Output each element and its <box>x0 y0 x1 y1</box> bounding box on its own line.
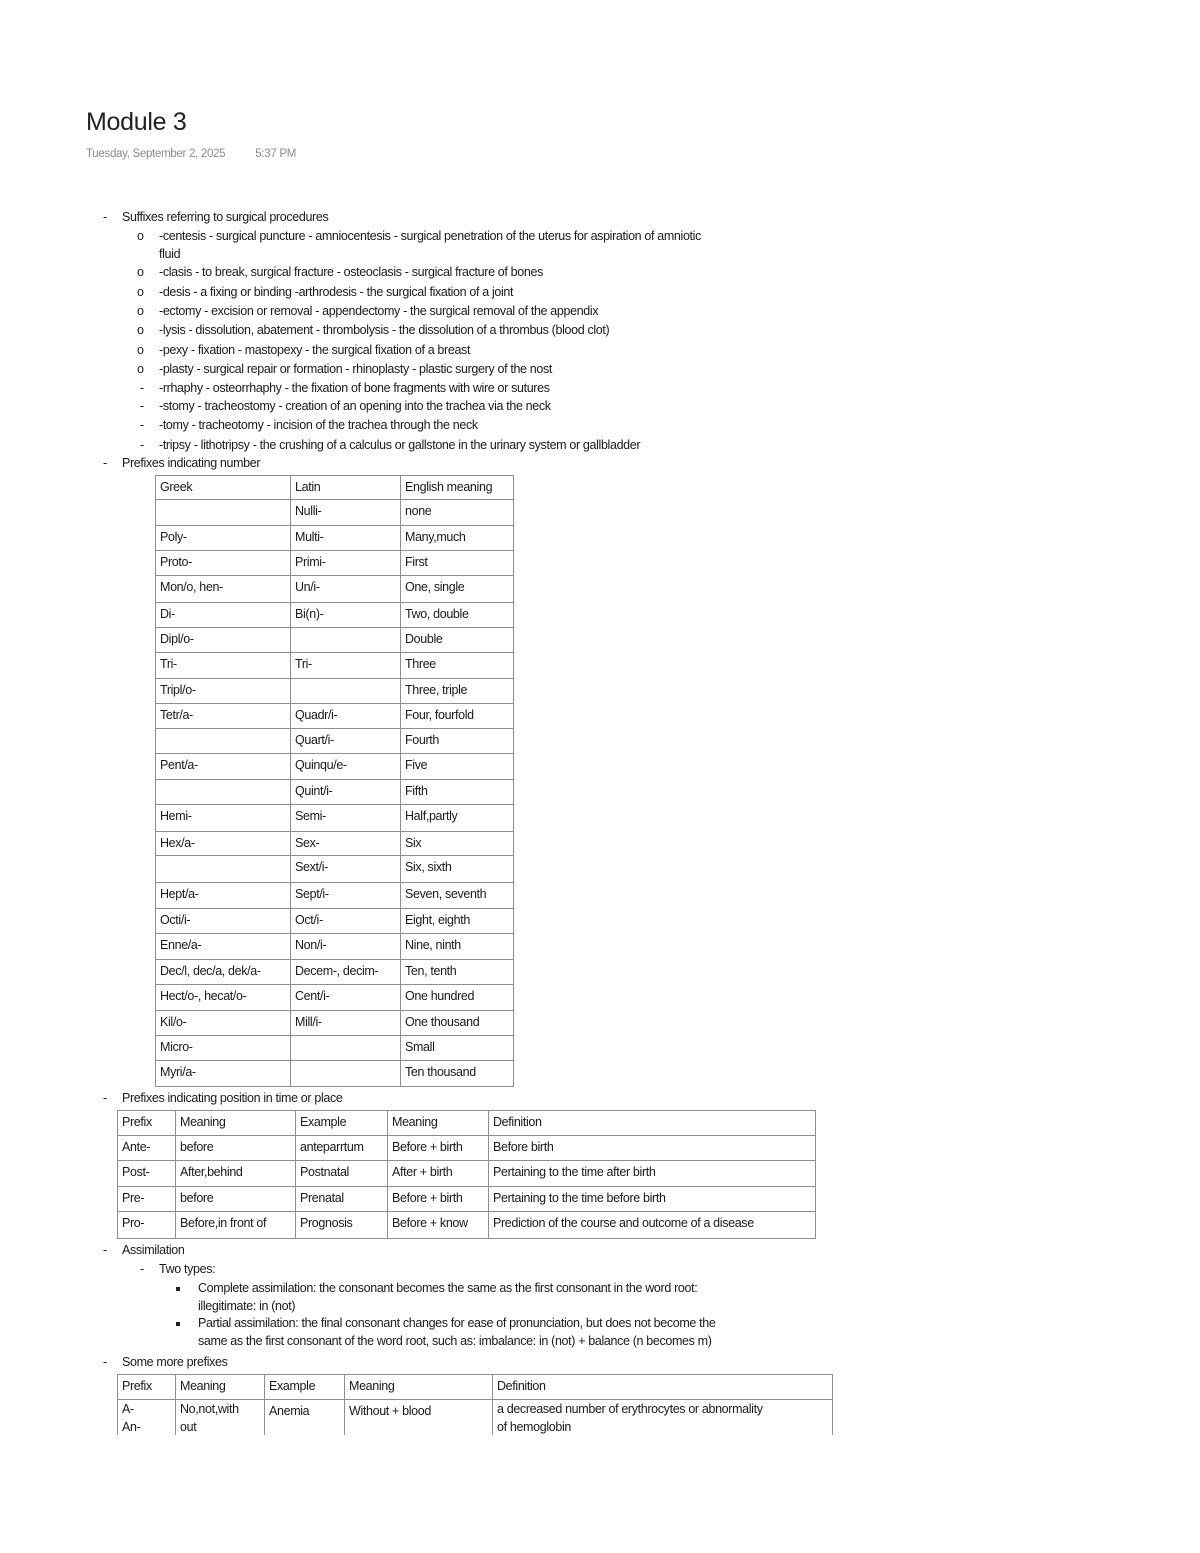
table-row <box>118 1400 833 1436</box>
table-cell: Tri- <box>291 653 401 679</box>
suffix-item: fluid <box>159 247 181 261</box>
table-row <box>156 704 514 729</box>
table-cell: Quint/i- <box>291 780 401 805</box>
table-header-cell: Meaning <box>176 1375 265 1400</box>
square-bullet <box>176 1322 180 1326</box>
table-cell: Half,partly <box>401 805 514 832</box>
table-row <box>156 754 514 780</box>
table-cell <box>118 1400 176 1436</box>
table-cell: before <box>176 1136 296 1161</box>
suffix-item: -centesis - surgical puncture - amniocentesis - surgical penetration of the uterus for aspiration of amniotic <box>159 229 701 243</box>
assimilation-point: Partial assimilation: the final consonant changes for ease of pronunciation, but does not become the <box>198 1316 716 1330</box>
dash-bullet: - <box>140 399 145 413</box>
table-cell: Three, triple <box>401 679 514 704</box>
dash-bullet: - <box>103 1091 108 1105</box>
table-row <box>156 576 514 603</box>
table-row <box>156 603 514 628</box>
table-cell: Un/i- <box>291 576 401 603</box>
table-cell: Pro- <box>118 1212 176 1239</box>
circle-bullet: o <box>137 229 144 243</box>
table-cell: Mill/i- <box>291 1011 401 1036</box>
table-cell <box>291 1036 401 1061</box>
table-cell: Four, fourfold <box>401 704 514 729</box>
suffix-item: -pexy - fixation - mastopexy - the surgical fixation of a breast <box>159 343 471 357</box>
table-row <box>118 1161 816 1187</box>
table-cell: One hundred <box>401 985 514 1011</box>
suffix-item: -tomy - tracheotomy - incision of the trachea through the neck <box>159 418 478 432</box>
table-cell: Enne/a- <box>156 934 291 960</box>
table-cell: Pertaining to the time after birth <box>489 1161 816 1187</box>
table-cell: Without + blood <box>345 1400 493 1436</box>
page-title: Module 3 <box>86 108 187 136</box>
dash-bullet: - <box>140 1262 145 1276</box>
table-row <box>156 832 514 856</box>
table-cell: Ten, tenth <box>401 960 514 985</box>
table-row <box>156 526 514 551</box>
suffix-item: -plasty - surgical repair or formation - rhinoplasty - plastic surgery of the nost <box>159 362 552 376</box>
position-prefix-table <box>117 1110 816 1239</box>
table-row <box>156 883 514 909</box>
page-time: 5:37 PM <box>255 148 296 160</box>
table-cell: First <box>401 551 514 576</box>
table-cell: Quart/i- <box>291 729 401 754</box>
table-cell: Tetr/a- <box>156 704 291 729</box>
table-cell <box>291 679 401 704</box>
table-cell <box>176 1400 265 1436</box>
suffix-item: -desis - a fixing or binding -arthrodesis - the surgical fixation of a joint <box>159 285 514 299</box>
circle-bullet: o <box>137 265 144 279</box>
table-row <box>156 934 514 960</box>
table-cell: Micro- <box>156 1036 291 1061</box>
table-cell: Pent/a- <box>156 754 291 780</box>
table-row <box>156 1061 514 1087</box>
table-row <box>156 653 514 679</box>
table-cell: Sept/i- <box>291 883 401 909</box>
table-cell: Post- <box>118 1161 176 1187</box>
table-cell: Prognosis <box>296 1212 388 1239</box>
table-cell: Quinqu/e- <box>291 754 401 780</box>
section-heading: Some more prefixes <box>122 1355 228 1369</box>
page-date: Tuesday, September 2, 2025 <box>86 148 226 160</box>
table-cell: After,behind <box>176 1161 296 1187</box>
dash-bullet: - <box>103 456 108 470</box>
cell-line: a decreased number of erythrocytes or abnormality <box>497 1402 763 1416</box>
table-cell: anteparrtum <box>296 1136 388 1161</box>
table-header-cell: English meaning <box>401 476 514 500</box>
dash-bullet: - <box>103 1355 108 1369</box>
table-row <box>156 729 514 754</box>
suffix-item: -tripsy - lithotripsy - the crushing of a calculus or gallstone in the urinary system or gallbladder <box>159 438 641 452</box>
cell-line: of hemoglobin <box>497 1420 571 1434</box>
table-cell: Hept/a- <box>156 883 291 909</box>
cell-line: No,not,with <box>180 1402 239 1416</box>
table-cell: Before birth <box>489 1136 816 1161</box>
table-cell: Sex- <box>291 832 401 856</box>
table-header-row <box>156 476 514 500</box>
table-cell: Before + birth <box>388 1187 489 1212</box>
table-cell <box>156 500 291 526</box>
table-cell: before <box>176 1187 296 1212</box>
table-cell: Cent/i- <box>291 985 401 1011</box>
dash-bullet: - <box>140 381 145 395</box>
table-cell: Multi- <box>291 526 401 551</box>
suffix-item: -clasis - to break, surgical fracture - osteoclasis - surgical fracture of bones <box>159 265 543 279</box>
table-cell: One, single <box>401 576 514 603</box>
table-cell: Poly- <box>156 526 291 551</box>
circle-bullet: o <box>137 323 144 337</box>
table-row <box>156 551 514 576</box>
table-cell: Di- <box>156 603 291 628</box>
circle-bullet: o <box>137 362 144 376</box>
table-row <box>156 805 514 832</box>
table-header-row <box>118 1111 816 1136</box>
table-cell: Eight, eighth <box>401 909 514 934</box>
table-cell: Before + know <box>388 1212 489 1239</box>
suffix-item: -rrhaphy - osteorrhaphy - the fixation of bone fragments with wire or sutures <box>159 381 550 395</box>
table-cell: Pre- <box>118 1187 176 1212</box>
square-bullet <box>176 1287 180 1291</box>
table-row <box>156 909 514 934</box>
table-header-cell: Meaning <box>345 1375 493 1400</box>
table-cell: Seven, seventh <box>401 883 514 909</box>
table-cell <box>291 628 401 653</box>
table-cell: Oct/i- <box>291 909 401 934</box>
table-row <box>156 500 514 526</box>
sub-heading: Two types: <box>159 1262 216 1276</box>
table-cell: Sext/i- <box>291 856 401 883</box>
suffix-item: -lysis - dissolution, abatement - thrombolysis - the dissolution of a thrombus (blood clot) <box>159 323 610 337</box>
section-heading: Prefixes indicating position in time or place <box>122 1091 343 1105</box>
table-header-cell: Definition <box>489 1111 816 1136</box>
table-row <box>156 780 514 805</box>
table-cell: Prenatal <box>296 1187 388 1212</box>
assimilation-point: illegitimate: in (not) <box>198 1299 296 1313</box>
table-row <box>118 1187 816 1212</box>
dash-bullet: - <box>103 1243 108 1257</box>
table-cell: Hemi- <box>156 805 291 832</box>
table-row <box>118 1136 816 1161</box>
table-cell: Mon/o, hen- <box>156 576 291 603</box>
table-cell <box>156 856 291 883</box>
table-cell: Anemia <box>265 1400 345 1436</box>
table-header-cell: Prefix <box>118 1375 176 1400</box>
table-cell: Dec/l, dec/a, dek/a- <box>156 960 291 985</box>
circle-bullet: o <box>137 285 144 299</box>
table-cell: Bi(n)- <box>291 603 401 628</box>
table-cell <box>291 1061 401 1087</box>
circle-bullet: o <box>137 304 144 318</box>
table-cell: After + birth <box>388 1161 489 1187</box>
table-cell <box>156 780 291 805</box>
table-row <box>156 679 514 704</box>
table-cell: Semi- <box>291 805 401 832</box>
table-cell: Octi/i- <box>156 909 291 934</box>
table-header-cell: Example <box>296 1111 388 1136</box>
table-cell: Primi- <box>291 551 401 576</box>
section-heading: Suffixes referring to surgical procedures <box>122 210 329 224</box>
table-cell: Quadr/i- <box>291 704 401 729</box>
table-header-cell: Meaning <box>388 1111 489 1136</box>
table-cell: Tripl/o- <box>156 679 291 704</box>
table-cell: Hect/o-, hecat/o- <box>156 985 291 1011</box>
table-cell: Non/i- <box>291 934 401 960</box>
table-cell: Small <box>401 1036 514 1061</box>
table-cell: Kil/o- <box>156 1011 291 1036</box>
table-cell <box>156 729 291 754</box>
circle-bullet: o <box>137 343 144 357</box>
table-cell: Decem-, decim- <box>291 960 401 985</box>
dash-bullet: - <box>140 418 145 432</box>
cell-line: out <box>180 1420 197 1434</box>
cell-line: An- <box>122 1420 141 1434</box>
table-header-cell: Greek <box>156 476 291 500</box>
table-cell: Pertaining to the time before birth <box>489 1187 816 1212</box>
number-prefix-table <box>155 475 514 1087</box>
table-header-cell: Prefix <box>118 1111 176 1136</box>
table-header-cell: Example <box>265 1375 345 1400</box>
table-cell: Nulli- <box>291 500 401 526</box>
table-cell: Fifth <box>401 780 514 805</box>
table-cell: Six <box>401 832 514 856</box>
table-cell: Five <box>401 754 514 780</box>
assimilation-point: same as the first consonant of the word root, such as: imbalance: in (not) + balance (n becomes m) <box>198 1334 712 1348</box>
table-row <box>156 985 514 1011</box>
table-cell: Three <box>401 653 514 679</box>
table-row <box>156 856 514 883</box>
table-cell: Before + birth <box>388 1136 489 1161</box>
more-prefix-table <box>117 1374 833 1435</box>
dash-bullet: - <box>140 438 145 452</box>
table-cell: Prediction of the course and outcome of a disease <box>489 1212 816 1239</box>
table-cell <box>493 1400 833 1436</box>
table-header-cell: Meaning <box>176 1111 296 1136</box>
table-cell: Double <box>401 628 514 653</box>
table-header-cell: Definition <box>493 1375 833 1400</box>
table-cell: Proto- <box>156 551 291 576</box>
cell-line: A- <box>122 1402 134 1416</box>
table-cell: Nine, ninth <box>401 934 514 960</box>
table-row <box>156 628 514 653</box>
table-cell: Myri/a- <box>156 1061 291 1087</box>
table-cell: One thousand <box>401 1011 514 1036</box>
table-cell: Before,in front of <box>176 1212 296 1239</box>
table-cell: Postnatal <box>296 1161 388 1187</box>
table-cell: Fourth <box>401 729 514 754</box>
table-cell: none <box>401 500 514 526</box>
table-header-cell: Latin <box>291 476 401 500</box>
suffix-item: -stomy - tracheostomy - creation of an opening into the trachea via the neck <box>159 399 551 413</box>
assimilation-point: Complete assimilation: the consonant becomes the same as the first consonant in the word root: <box>198 1281 698 1295</box>
table-cell: Ten thousand <box>401 1061 514 1087</box>
table-cell: Hex/a- <box>156 832 291 856</box>
table-cell: Two, double <box>401 603 514 628</box>
table-cell: Many,much <box>401 526 514 551</box>
table-row <box>156 960 514 985</box>
section-heading: Prefixes indicating number <box>122 456 261 470</box>
table-cell: Dipl/o- <box>156 628 291 653</box>
dash-bullet: - <box>103 210 108 224</box>
table-header-row <box>118 1375 833 1400</box>
table-row <box>118 1212 816 1239</box>
table-cell: Tri- <box>156 653 291 679</box>
table-cell: Ante- <box>118 1136 176 1161</box>
table-row <box>156 1036 514 1061</box>
section-heading: Assimilation <box>122 1243 185 1257</box>
table-cell: Six, sixth <box>401 856 514 883</box>
table-row <box>156 1011 514 1036</box>
suffix-item: -ectomy - excision or removal - appendectomy - the surgical removal of the appendix <box>159 304 599 318</box>
